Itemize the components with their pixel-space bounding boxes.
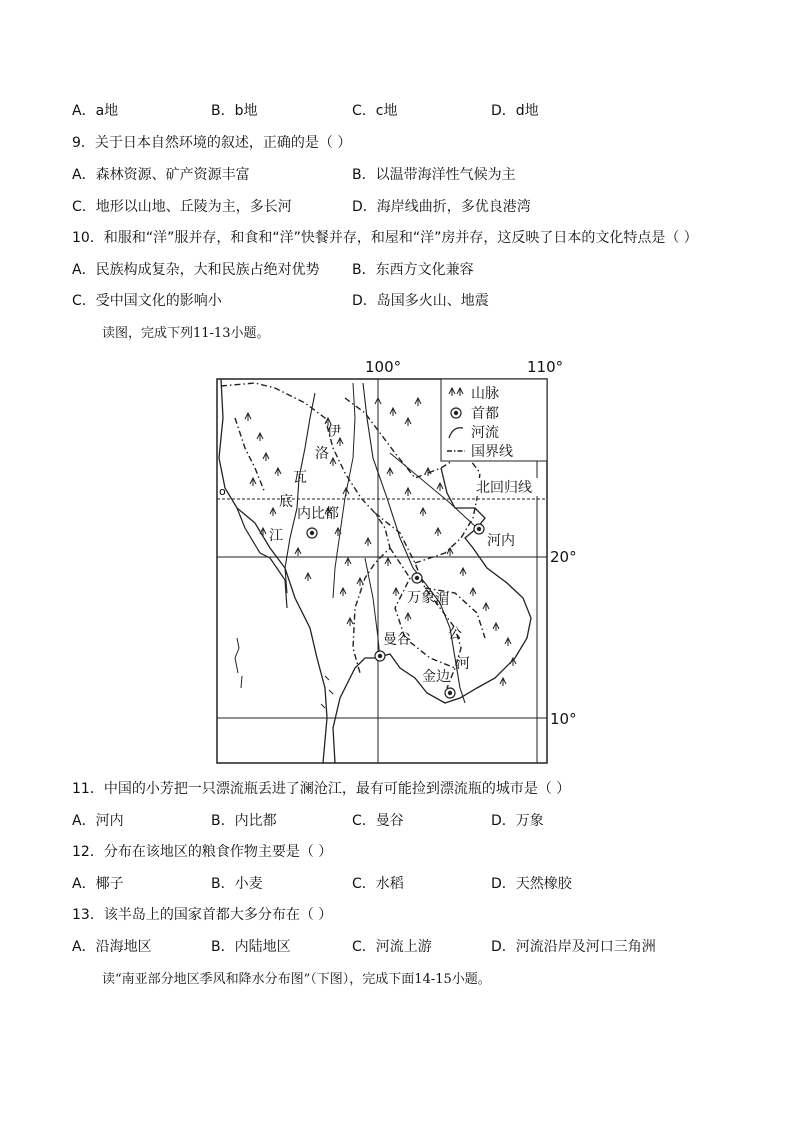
river-irrawaddy-char-2: 洛 — [315, 446, 329, 462]
legend-capital-label: 首都 — [471, 406, 499, 422]
river-mekong-char-2: 公 — [448, 626, 462, 642]
indochina-map — [215, 358, 577, 764]
city-label-hanoi: 河内 — [487, 533, 515, 549]
q13-option-a: A．沿海地区 — [72, 939, 152, 955]
q8-option-d: D．d地 — [491, 103, 539, 119]
q11-stem: 11．中国的小芳把一只漂流瓶丢进了澜沧江，最有可能捡到漂流瓶的城市是（ ） — [72, 781, 571, 797]
lat-label-20: 20° — [550, 548, 577, 566]
legend-capital-icon — [451, 408, 461, 418]
river-irrawaddy-char-3: 瓦 — [293, 470, 307, 486]
q12-stem: 12．分布在该地区的粮食作物主要是（ ） — [72, 844, 333, 860]
lon-label-110: 110° — [527, 358, 564, 376]
edge-marker: o — [219, 485, 226, 498]
q12-option-b: B．小麦 — [211, 876, 263, 892]
river-irrawaddy-char-4: 底 — [279, 494, 293, 510]
q13-option-c: C．河流上游 — [352, 939, 432, 955]
q9-option-c: C．地形以山地、丘陵为主，多长河 — [72, 199, 292, 215]
q8-option-c: C．c地 — [352, 103, 398, 119]
intro-11-13: 读图，完成下列11-13小题。 — [102, 326, 270, 341]
q8-option-a: A．a地 — [72, 103, 119, 119]
q9-option-b: B．以温带海洋性气候为主 — [352, 167, 516, 183]
capital-vientiane — [412, 573, 422, 583]
city-label-naypyidaw: 内比都 — [297, 506, 339, 522]
q9-option-d: D．海岸线曲折，多优良港湾 — [352, 199, 531, 215]
legend-mountain-label: 山脉 — [471, 386, 499, 402]
lon-label-100: 100° — [365, 358, 402, 376]
intro-14-15: 读“南亚部分地区季风和降水分布图”（下图），完成下面14-15小题。 — [102, 972, 491, 987]
q12-option-d: D．天然橡胶 — [491, 876, 572, 892]
map-svg — [215, 358, 577, 764]
city-label-bangkok: 曼谷 — [383, 632, 411, 648]
q8-option-b: B．b地 — [211, 103, 258, 119]
capital-bangkok — [375, 651, 385, 661]
q11-option-d: D．万象 — [491, 813, 544, 829]
legend-river-label: 河流 — [471, 425, 499, 441]
river-irrawaddy-char-5: 江 — [269, 528, 283, 544]
q11-option-a: A．河内 — [72, 813, 124, 829]
city-label-vientiane: 万象 — [407, 590, 435, 606]
river-mekong-char-1: 湄 — [435, 592, 449, 608]
q10-option-d: D．岛国多火山、地震 — [352, 293, 489, 309]
capital-hanoi — [474, 524, 484, 534]
capital-naypyidaw — [307, 528, 317, 538]
q10-option-c: C．受中国文化的影响小 — [72, 293, 222, 309]
q12-option-c: C．水稻 — [352, 876, 404, 892]
q11-option-b: B．内比都 — [211, 813, 277, 829]
legend-border-label: 国界线 — [471, 444, 513, 460]
capital-phnom-penh — [445, 688, 455, 698]
river-irrawaddy-char-1: 伊 — [327, 424, 341, 440]
lat-label-10: 10° — [550, 710, 577, 728]
q13-option-d: D．河流沿岸及河口三角洲 — [491, 939, 656, 955]
q12-option-a: A．椰子 — [72, 876, 124, 892]
q10-stem: 10．和服和“洋”服并存，和食和“洋”快餐并存，和屋和“洋”房并存，这反映了日本的文化特点是（ ） — [72, 230, 698, 246]
q10-option-a: A．民族构成复杂，大和民族占绝对优势 — [72, 262, 320, 278]
tropic-label: 北回归线 — [476, 480, 532, 496]
q9-stem: 9．关于日本自然环境的叙述，正确的是（ ） — [72, 135, 352, 151]
river-mekong-char-3: 河 — [456, 656, 470, 672]
q11-option-c: C．曼谷 — [352, 813, 404, 829]
city-label-phnom-penh: 金边 — [422, 669, 450, 685]
q9-option-a: A．森林资源、矿产资源丰富 — [72, 167, 250, 183]
q13-stem: 13．该半岛上的国家首都大多分布在（ ） — [72, 907, 333, 923]
q10-option-b: B．东西方文化兼容 — [352, 262, 474, 278]
q13-option-b: B．内陆地区 — [211, 939, 291, 955]
